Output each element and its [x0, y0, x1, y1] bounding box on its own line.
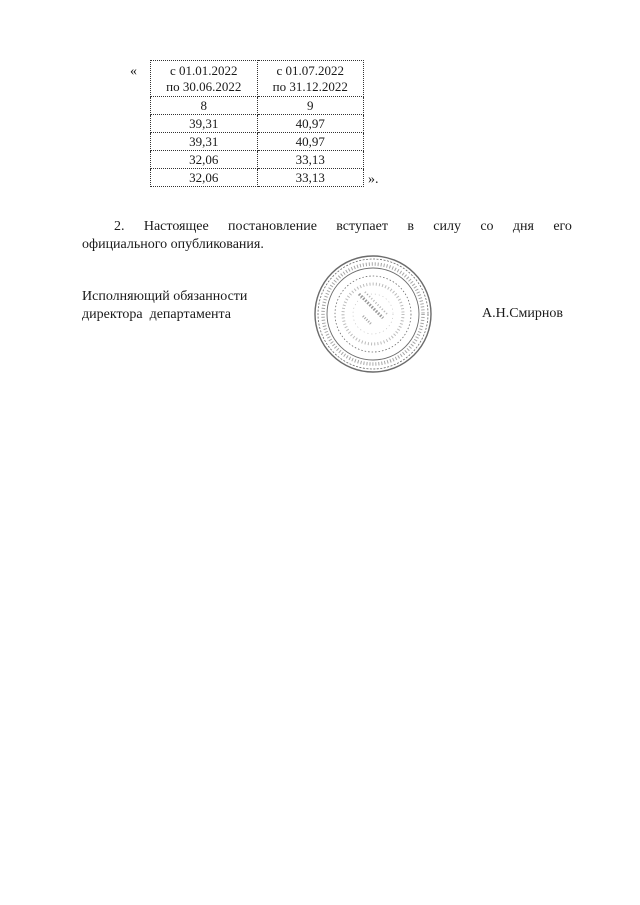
column-number-row [151, 97, 364, 115]
header-cell-line: по 31.12.2022 [272, 79, 348, 94]
paragraph-word: его [553, 219, 572, 234]
paragraph-word: постановление [228, 219, 317, 234]
paragraph-line-1 [82, 218, 572, 236]
open-quote: « [130, 64, 137, 79]
header-cell-line: по 30.06.2022 [166, 79, 242, 94]
table-cell: 32,06 [151, 151, 258, 169]
position-line: Исполняющий обязанности [82, 289, 248, 304]
official-seal-stamp [313, 254, 433, 374]
table-cell: 32,06 [151, 169, 258, 187]
table-cell: 39,31 [151, 133, 258, 151]
paragraph-word: в [407, 219, 414, 234]
signatory-name: А.Н.Смирнов [482, 306, 564, 321]
paragraph-number: 2. [114, 219, 125, 234]
header-cell-period-1 [151, 61, 258, 97]
seal-icon [315, 256, 431, 372]
rates-table [150, 60, 364, 187]
table-row [151, 133, 364, 151]
paragraph-word: вступает [336, 219, 388, 234]
column-number-cell: 9 [257, 97, 364, 115]
paragraph-word: Настоящее [143, 219, 209, 234]
table-header-row [151, 61, 364, 97]
table-row [151, 169, 364, 187]
table-cell: 33,13 [257, 151, 364, 169]
table-cell: 40,97 [257, 115, 364, 133]
position-line: директора департамента [82, 307, 232, 322]
paragraph-word: дня [512, 219, 534, 234]
paragraph-2 [82, 218, 572, 254]
header-cell-period-2 [257, 61, 364, 97]
close-quote: ». [368, 172, 379, 187]
table-cell: 40,97 [257, 133, 364, 151]
table-row [151, 115, 364, 133]
table-cell: 33,13 [257, 169, 364, 187]
table-cell: 39,31 [151, 115, 258, 133]
header-cell-line: с 01.01.2022 [169, 63, 238, 78]
header-cell-line: с 01.07.2022 [276, 63, 345, 78]
paragraph-word: со [480, 219, 494, 234]
column-number-cell: 8 [151, 97, 258, 115]
table-row [151, 151, 364, 169]
paragraph-word: силу [433, 219, 461, 234]
signatory-position [82, 288, 247, 324]
paragraph-line-2: официального опубликования. [82, 237, 264, 252]
